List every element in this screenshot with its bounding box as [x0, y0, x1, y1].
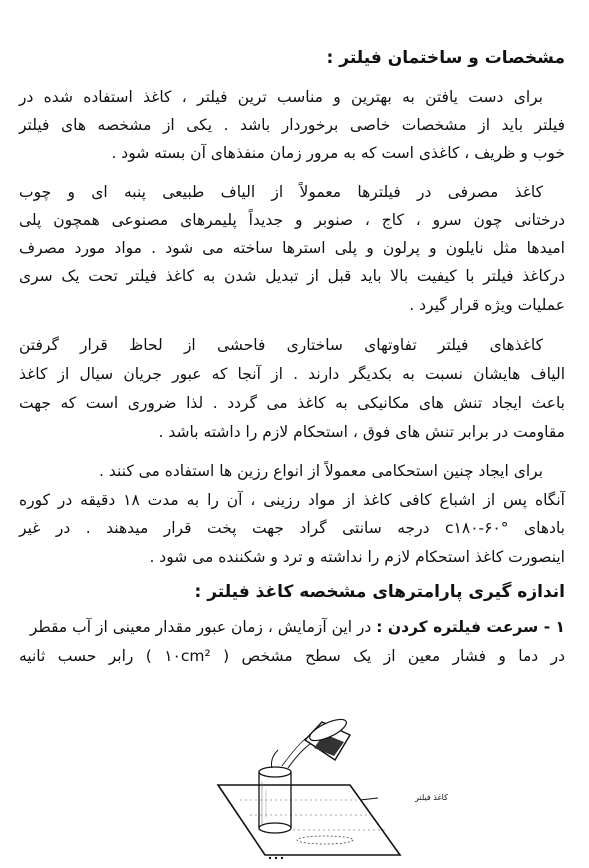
filter-paper-label: کاغذ فیلتر	[415, 793, 448, 802]
heading-filter-specs: مشخصات و ساختمان فیلتر :	[326, 48, 565, 68]
para4-line2: آنگاه پس از اشباع کافی کاغذ از مواد رزینی ، آن را به مدت ۱۸ دقیقه در کوره	[19, 491, 565, 509]
para2-line4: درکاغذ فیلتر با کیفیت بالا باید قبل از تبدیل شدن به کاغذ فیلتر تحت یک سری	[19, 267, 565, 285]
item1-line1	[19, 617, 565, 637]
para2-line2: درختانی چون سرو ، کاج ، صنوبر و جدیداً پلیمرهای مصنوعی همچون پلی	[19, 211, 565, 229]
para1-line2: فیلتر باید از مشخصات خاصی برخوردار باشد . یکی از مشخصه های فیلتر	[19, 116, 565, 134]
para4-line1: برای ایجاد چنین استحکامی معمولاً از انواع رزین ها استفاده می کنند .	[98, 462, 543, 480]
para2-line1: کاغذ مصرفی در فیلترها معمولاً از الیاف طبیعی پنبه ای و چوب	[19, 183, 543, 201]
heading-measurement: اندازه گیری پارامترهای مشخصه کاغذ فیلتر :	[194, 582, 565, 602]
para1-line1: برای دست یافتن به بهترین و مناسب ترین فیلتر ، کاغذ استفاده شده در	[19, 88, 543, 106]
filter-test-figure	[210, 690, 448, 865]
para2-line5: عملیات ویژه قرار گیرد .	[409, 296, 565, 314]
item1-line2: در دما و فشار معین از یک سطح مشخص ( ۱۰cm² ) رابر حسب ثانیه	[19, 647, 565, 665]
item1-text: در این آزمایش ، زمان عبور مقدار معینی از آب مقطر	[29, 618, 372, 636]
para1-line3: خوب و ظریف ، کاغذی است که به مرور زمان منفذهای آن بسته شود .	[111, 144, 565, 162]
item1-title: ۱ - سرعت فیلتره کردن :	[376, 618, 565, 636]
para3-line1: کاغذهای فیلتر تفاوتهای ساختاری فاحشی از لحاظ قرار گرفتن	[19, 336, 543, 354]
para4-line3: بادهای °c۱۸۰-۶۰ درجه سانتی گراد جهت پخت قرار میدهند . در غیر	[19, 519, 565, 537]
para4-line4: اینصورت کاغذ استحکام لازم را نداشته و ترد و شکننده می شود .	[149, 548, 565, 566]
para2-line3: امیدها مثل نایلون و پرلون و پلی استرها ساخته می شود . مواد مورد مصرف	[19, 239, 565, 257]
para3-line4: مقاومت در برابر تنش های فوق ، استحکام لازم را داشته باشد .	[158, 423, 565, 441]
para3-line3: باعث ایجاد تنش های مکانیکی به کاغذ می گردد . لذا ضروری است که جهت	[19, 394, 565, 412]
filter-apparatus-drawing	[210, 690, 448, 865]
para3-line2: الیاف هایشان نسبت به بکدیگر دارند . از آنجا که عبور جریان سیال از کاغذ	[19, 365, 565, 383]
